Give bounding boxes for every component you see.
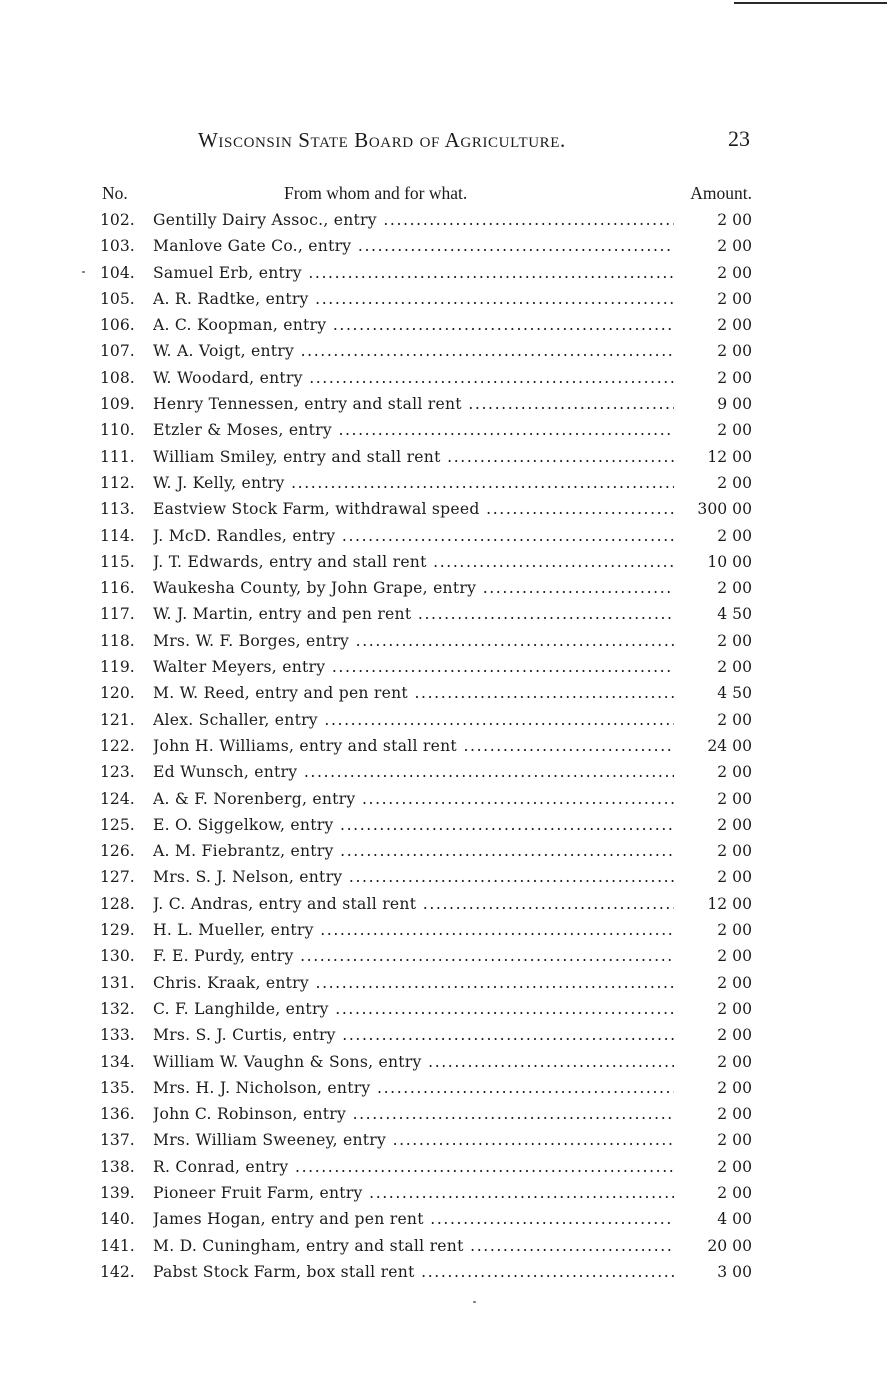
ledger-row bbox=[100, 417, 752, 443]
entry-amount: 2 00 bbox=[717, 1183, 752, 1202]
entry-number: 113. bbox=[100, 500, 135, 519]
ledger-row bbox=[100, 575, 752, 601]
ledger-row bbox=[100, 1101, 752, 1127]
scan-speck bbox=[82, 271, 85, 273]
entry-description: Mrs. H. J. Nicholson, entry ..... bbox=[153, 1075, 674, 1101]
entry-amount: 2 00 bbox=[717, 710, 752, 729]
scan-edge-line bbox=[734, 2, 887, 4]
entry-amount: 9 00 bbox=[717, 395, 752, 414]
entry-number: 124. bbox=[100, 789, 135, 808]
entry-description: A. C. Koopman, entry ..... bbox=[153, 312, 674, 338]
entry-description: M. D. Cuningham, entry and stall rent ..... bbox=[153, 1233, 674, 1259]
entry-description: James Hogan, entry and pen rent ..... bbox=[153, 1206, 674, 1232]
entry-amount: 2 00 bbox=[717, 947, 752, 966]
entry-number: 141. bbox=[100, 1236, 135, 1255]
entry-number: 114. bbox=[100, 526, 135, 545]
entry-description: R. Conrad, entry ..... bbox=[153, 1154, 674, 1180]
entry-amount: 2 00 bbox=[717, 1078, 752, 1097]
entry-description: William Smiley, entry and stall rent ..... bbox=[153, 444, 674, 470]
entry-description: Chris. Kraak, entry ..... bbox=[153, 970, 674, 996]
entry-amount: 2 00 bbox=[717, 237, 752, 256]
entry-description: Mrs. S. J. Curtis, entry ..... bbox=[153, 1022, 674, 1048]
entry-number: 129. bbox=[100, 921, 135, 940]
entry-number: 126. bbox=[100, 842, 135, 861]
ledger-row bbox=[100, 312, 752, 338]
entry-description: Etzler & Moses, entry ..... bbox=[153, 417, 674, 443]
column-header-amount: Amount. bbox=[690, 183, 752, 203]
entry-number: 106. bbox=[100, 316, 135, 335]
entry-description: Mrs. William Sweeney, entry ..... bbox=[153, 1127, 674, 1153]
ledger-row bbox=[100, 549, 752, 575]
column-header-no: No. bbox=[102, 183, 128, 203]
page-number: 23 bbox=[728, 126, 750, 151]
entry-description: A. & F. Norenberg, entry ..... bbox=[153, 786, 674, 812]
ledger-row bbox=[100, 1049, 752, 1075]
ledger-row bbox=[100, 1180, 752, 1206]
entry-description: Gentilly Dairy Assoc., entry ..... bbox=[153, 207, 674, 233]
entry-description: W. A. Voigt, entry ..... bbox=[153, 338, 674, 364]
ledger-row bbox=[100, 1022, 752, 1048]
entry-amount: 2 00 bbox=[717, 263, 752, 282]
entry-description: Eastview Stock Farm, withdrawal speed ..... bbox=[153, 496, 674, 522]
entry-description: John C. Robinson, entry ..... bbox=[153, 1101, 674, 1127]
entry-amount: 2 00 bbox=[717, 1157, 752, 1176]
ledger-row bbox=[100, 1154, 752, 1180]
ledger-row bbox=[100, 233, 752, 259]
entry-amount: 2 00 bbox=[717, 211, 752, 229]
entry-description: Samuel Erb, entry ..... bbox=[153, 260, 674, 286]
entry-number: 133. bbox=[100, 1026, 135, 1045]
entry-number: 123. bbox=[100, 763, 135, 782]
ledger-row bbox=[100, 1075, 752, 1101]
entry-amount: 2 00 bbox=[717, 368, 752, 387]
entry-number: 140. bbox=[100, 1210, 135, 1229]
ledger-row bbox=[100, 1127, 752, 1153]
entry-number: 119. bbox=[100, 658, 135, 677]
entry-amount: 2 00 bbox=[717, 342, 752, 361]
entry-amount: 2 00 bbox=[717, 1131, 752, 1150]
entry-amount: 2 00 bbox=[717, 789, 752, 808]
entry-number: 105. bbox=[100, 289, 135, 308]
ledger-row bbox=[100, 943, 752, 969]
ledger-row bbox=[100, 812, 752, 838]
entry-number: 111. bbox=[100, 447, 135, 466]
entry-amount: 2 00 bbox=[717, 1105, 752, 1124]
column-header-from: From whom and for what. bbox=[284, 183, 468, 203]
entry-amount: 3 00 bbox=[717, 1262, 752, 1281]
entry-description: Pioneer Fruit Farm, entry ..... bbox=[153, 1180, 674, 1206]
entry-number: 102. bbox=[100, 211, 135, 229]
entry-description: J. T. Edwards, entry and stall rent ..... bbox=[153, 549, 674, 575]
entry-description: W. J. Kelly, entry ..... bbox=[153, 470, 674, 496]
column-headers bbox=[100, 183, 752, 205]
entry-amount: 300 00 bbox=[697, 500, 752, 519]
entry-number: 142. bbox=[100, 1262, 135, 1281]
ledger-row bbox=[100, 1233, 752, 1259]
entry-amount: 2 00 bbox=[717, 473, 752, 492]
entry-description: J. McD. Randles, entry ..... bbox=[153, 523, 674, 549]
entries-list bbox=[100, 207, 752, 1285]
ledger-row bbox=[100, 496, 752, 522]
entry-amount: 10 00 bbox=[707, 552, 752, 571]
running-title: Wisconsin State Board of Agriculture. bbox=[198, 128, 566, 152]
entry-number: 104. bbox=[100, 263, 135, 282]
entry-amount: 2 00 bbox=[717, 868, 752, 887]
ledger-row bbox=[100, 365, 752, 391]
entry-amount: 20 00 bbox=[707, 1236, 752, 1255]
ledger-row bbox=[100, 444, 752, 470]
ledger-row bbox=[100, 654, 752, 680]
ledger-row bbox=[100, 523, 752, 549]
entry-description: Alex. Schaller, entry ..... bbox=[153, 707, 674, 733]
entry-number: 139. bbox=[100, 1183, 135, 1202]
entry-amount: 12 00 bbox=[707, 447, 752, 466]
entry-description: Pabst Stock Farm, box stall rent ..... bbox=[153, 1259, 674, 1285]
entry-number: 112. bbox=[100, 473, 135, 492]
entry-amount: 2 00 bbox=[717, 1052, 752, 1071]
entry-number: 134. bbox=[100, 1052, 135, 1071]
entry-number: 131. bbox=[100, 973, 135, 992]
entry-number: 110. bbox=[100, 421, 135, 440]
ledger-row bbox=[100, 996, 752, 1022]
entry-number: 125. bbox=[100, 815, 135, 834]
scan-speck bbox=[473, 1301, 476, 1303]
ledger-row bbox=[100, 1206, 752, 1232]
entry-amount: 2 00 bbox=[717, 999, 752, 1018]
ledger-row bbox=[100, 260, 752, 286]
entry-number: 132. bbox=[100, 999, 135, 1018]
entry-amount: 2 00 bbox=[717, 631, 752, 650]
entry-description: William W. Vaughn & Sons, entry ..... bbox=[153, 1049, 674, 1075]
entry-number: 118. bbox=[100, 631, 135, 650]
entry-amount: 2 00 bbox=[717, 1026, 752, 1045]
entry-description: F. E. Purdy, entry ..... bbox=[153, 943, 674, 969]
entry-description: Walter Meyers, entry ..... bbox=[153, 654, 674, 680]
entry-amount: 2 00 bbox=[717, 658, 752, 677]
entry-description: Ed Wunsch, entry ..... bbox=[153, 759, 674, 785]
ledger-row bbox=[100, 707, 752, 733]
entry-amount: 4 50 bbox=[717, 605, 752, 624]
entry-number: 138. bbox=[100, 1157, 135, 1176]
ledger-row bbox=[100, 1259, 752, 1285]
entry-number: 108. bbox=[100, 368, 135, 387]
entry-amount: 2 00 bbox=[717, 921, 752, 940]
ledger-row bbox=[100, 470, 752, 496]
ledger-row bbox=[100, 917, 752, 943]
entry-number: 117. bbox=[100, 605, 135, 624]
ledger-row bbox=[100, 970, 752, 996]
entry-number: 120. bbox=[100, 684, 135, 703]
entry-amount: 2 00 bbox=[717, 579, 752, 598]
entry-number: 135. bbox=[100, 1078, 135, 1097]
entry-number: 122. bbox=[100, 736, 135, 755]
ledger-row bbox=[100, 733, 752, 759]
entry-amount: 24 00 bbox=[707, 736, 752, 755]
entry-amount: 4 50 bbox=[717, 684, 752, 703]
entry-number: 128. bbox=[100, 894, 135, 913]
ledger-row bbox=[100, 207, 752, 233]
entry-number: 109. bbox=[100, 395, 135, 414]
entry-description: M. W. Reed, entry and pen rent ..... bbox=[153, 680, 674, 706]
entry-description: Waukesha County, by John Grape, entry ..... bbox=[153, 575, 674, 601]
entry-amount: 2 00 bbox=[717, 421, 752, 440]
entry-amount: 2 00 bbox=[717, 815, 752, 834]
entry-description: Manlove Gate Co., entry ..... bbox=[153, 233, 674, 259]
entry-number: 130. bbox=[100, 947, 135, 966]
entry-number: 115. bbox=[100, 552, 135, 571]
ledger-row bbox=[100, 680, 752, 706]
entry-description: J. C. Andras, entry and stall rent ..... bbox=[153, 891, 674, 917]
ledger-row bbox=[100, 601, 752, 627]
entry-description: E. O. Siggelkow, entry ..... bbox=[153, 812, 674, 838]
entry-description: John H. Williams, entry and stall rent ..... bbox=[153, 733, 674, 759]
entry-number: 137. bbox=[100, 1131, 135, 1150]
entry-amount: 2 00 bbox=[717, 763, 752, 782]
ledger-row bbox=[100, 759, 752, 785]
entry-number: 127. bbox=[100, 868, 135, 887]
page-header bbox=[100, 128, 752, 158]
entry-amount: 2 00 bbox=[717, 316, 752, 335]
entry-description: W. J. Martin, entry and pen rent ..... bbox=[153, 601, 674, 627]
entry-description: Mrs. S. J. Nelson, entry ..... bbox=[153, 864, 674, 890]
ledger-row bbox=[100, 864, 752, 890]
entry-description: A. M. Fiebrantz, entry ..... bbox=[153, 838, 674, 864]
entry-description: Henry Tennessen, entry and stall rent ..... bbox=[153, 391, 674, 417]
entry-number: 103. bbox=[100, 237, 135, 256]
ledger-row bbox=[100, 286, 752, 312]
entry-amount: 2 00 bbox=[717, 973, 752, 992]
entry-description: A. R. Radtke, entry ..... bbox=[153, 286, 674, 312]
ledger-row bbox=[100, 838, 752, 864]
ledger-row bbox=[100, 391, 752, 417]
entry-description: W. Woodard, entry ..... bbox=[153, 365, 674, 391]
ledger-row bbox=[100, 891, 752, 917]
entry-amount: 4 00 bbox=[717, 1210, 752, 1229]
entry-number: 136. bbox=[100, 1105, 135, 1124]
entry-description: H. L. Mueller, entry ..... bbox=[153, 917, 674, 943]
entry-number: 121. bbox=[100, 710, 135, 729]
ledger-row bbox=[100, 628, 752, 654]
entry-amount: 2 00 bbox=[717, 526, 752, 545]
entry-amount: 2 00 bbox=[717, 289, 752, 308]
ledger-row bbox=[100, 338, 752, 364]
entry-amount: 12 00 bbox=[707, 894, 752, 913]
entry-amount: 2 00 bbox=[717, 842, 752, 861]
entry-number: 116. bbox=[100, 579, 135, 598]
entry-description: Mrs. W. F. Borges, entry ..... bbox=[153, 628, 674, 654]
entry-number: 107. bbox=[100, 342, 135, 361]
entry-description: C. F. Langhilde, entry ..... bbox=[153, 996, 674, 1022]
ledger-row bbox=[100, 786, 752, 812]
